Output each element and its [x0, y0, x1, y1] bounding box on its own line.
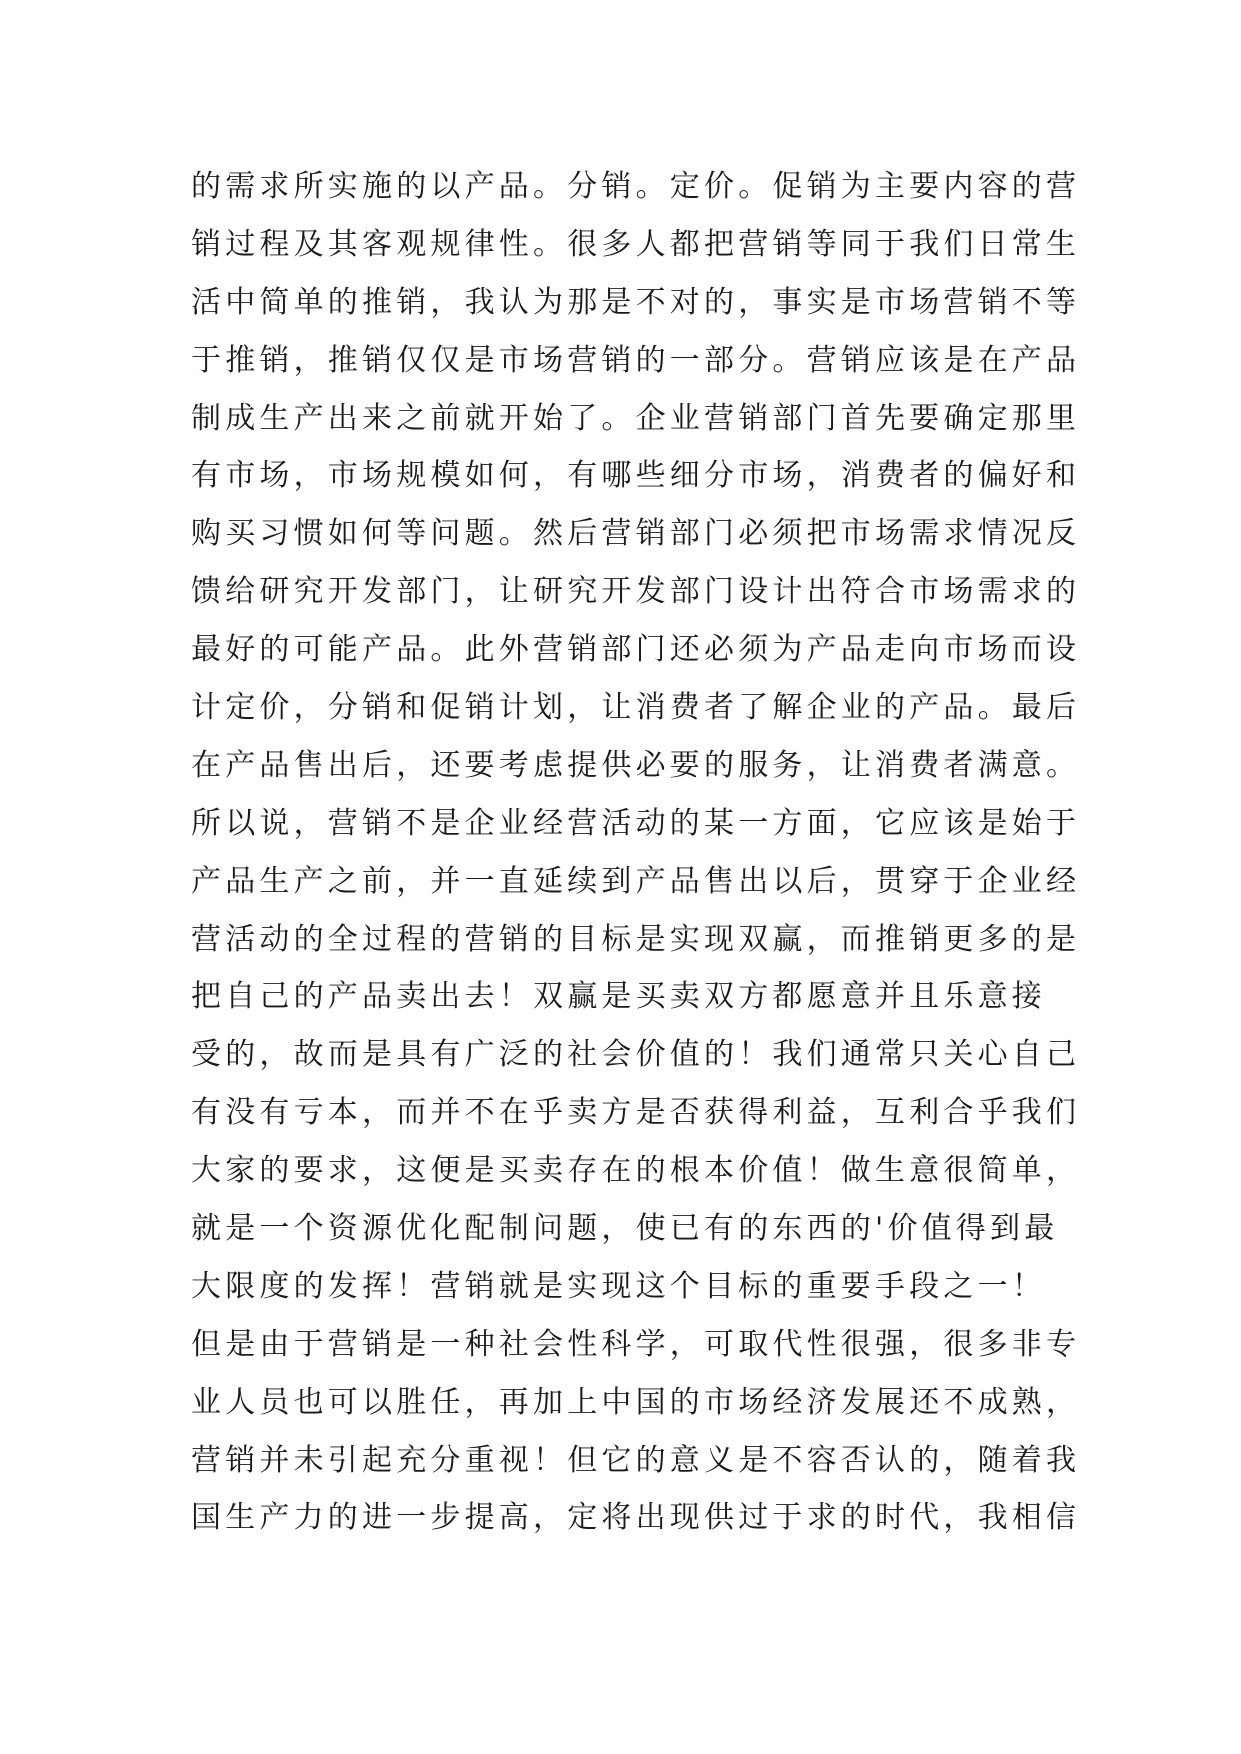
text-line: 但是由于营销是一种社会性科学，可取代性很强，很多非专	[191, 1326, 1081, 1362]
text-line: 有市场，市场规模如何，有哪些细分市场，消费者的偏好和	[191, 458, 1081, 494]
text-line: 活中简单的推销，我认为那是不对的，事实是市场营销不等	[191, 284, 1081, 320]
text-line: 产品生产之前，并一直延续到产品售出以后，贯穿于企业经	[191, 863, 1081, 899]
text-line: 把自己的产品卖出去！双赢是买卖双方都愿意并且乐意接	[191, 979, 1046, 1015]
text-line: 馈给研究开发部门，让研究开发部门设计出符合市场需求的	[191, 574, 1081, 610]
text-line: 于推销，推销仅仅是市场营销的一部分。营销应该是在产品	[191, 342, 1081, 378]
text-line: 业人员也可以胜任，再加上中国的市场经济发展还不成熟，	[191, 1384, 1081, 1420]
text-line: 计定价，分销和促销计划，让消费者了解企业的产品。最后	[191, 690, 1081, 726]
text-line: 营活动的全过程的营销的目标是实现双赢，而推销更多的是	[191, 921, 1081, 957]
text-line: 就是一个资源优化配制问题，使已有的东西的'价值得到最	[191, 1211, 1059, 1247]
text-line: 购买习惯如何等问题。然后营销部门必须把市场需求情况反	[191, 516, 1081, 552]
text-line: 大限度的发挥！营销就是实现这个目标的重要手段之一！	[191, 1268, 1046, 1304]
text-line: 国生产力的进一步提高，定将出现供过于求的时代，我相信	[191, 1500, 1081, 1536]
text-line: 大家的要求，这便是买卖存在的根本价值！做生意很简单，	[191, 1153, 1081, 1189]
text-line: 制成生产出来之前就开始了。企业营销部门首先要确定那里	[191, 400, 1081, 436]
text-line: 最好的可能产品。此外营销部门还必须为产品走向市场而设	[191, 632, 1081, 668]
text-line: 所以说，营销不是企业经营活动的某一方面，它应该是始于	[191, 805, 1081, 841]
text-line: 的需求所实施的以产品。分销。定价。促销为主要内容的营	[191, 169, 1081, 204]
text-line: 受的，故而是具有广泛的社会价值的！我们通常只关心自己	[191, 1037, 1081, 1073]
body-text	[191, 158, 1081, 1547]
text-line: 销过程及其客观规律性。很多人都把营销等同于我们日常生	[191, 226, 1081, 262]
text-line: 有没有亏本，而并不在乎卖方是否获得利益，互利合乎我们	[191, 1095, 1081, 1131]
text-line: 营销并未引起充分重视！但它的意义是不容否认的，随着我	[191, 1442, 1081, 1478]
text-line: 在产品售出后，还要考虑提供必要的服务，让消费者满意。	[191, 747, 1081, 783]
